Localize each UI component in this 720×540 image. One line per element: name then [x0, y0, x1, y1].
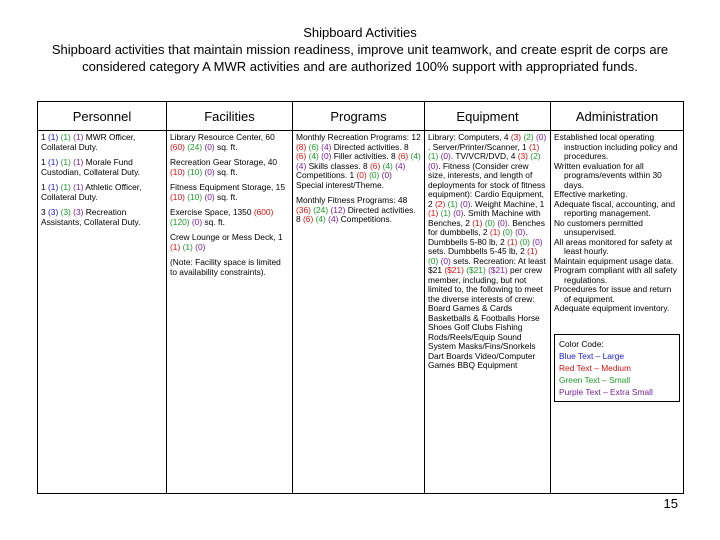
equipment-item-text: (1) — [527, 246, 538, 256]
facilities-item-text: (0) — [204, 191, 215, 202]
equipment-item-text: (0) — [519, 236, 530, 247]
equipment-item-text: (0) — [532, 236, 543, 247]
equipment-item-text: ($21) — [444, 265, 464, 275]
equipment-item-text: . Dumbbells 5-80 lb, 2 — [428, 227, 528, 247]
color-code-blue: Blue Text – Large — [559, 350, 625, 361]
administration-item: Procedures for issue and return of equipment. — [554, 284, 672, 304]
personnel-item-text: (1) — [60, 182, 71, 192]
equipment-item-text: (3) — [510, 132, 522, 142]
facilities-item-text: (1) — [182, 241, 193, 252]
programs-item-text: (4) — [382, 160, 393, 171]
equipment-item-text: (2) — [435, 198, 446, 209]
equipment-item-text: (1) — [489, 227, 501, 237]
facilities-item — [170, 208, 289, 227]
personnel-item-text: Morale Fund Custodian, Collateral Duty. — [41, 157, 140, 177]
color-code-purple: Purple Text – Extra Small — [559, 386, 653, 397]
header-programs: Programs — [293, 102, 425, 131]
personnel-item — [41, 133, 163, 152]
personnel-list — [41, 133, 163, 227]
equipment-item-text: (1) — [447, 198, 458, 209]
facilities-item — [170, 258, 289, 277]
programs-item-text: Competitions. 1 — [296, 170, 357, 180]
programs-item-text: (6) — [308, 141, 319, 152]
programs-item-text: (36) — [296, 204, 311, 215]
facilities-item-text: (0) — [204, 141, 215, 152]
equipment-item-text: (3) — [517, 151, 528, 161]
header-row — [38, 102, 684, 131]
personnel-item-text: 3 — [41, 207, 48, 217]
personnel-item-text: (3) — [73, 207, 84, 217]
administration-item: Established local operating instruction including policy and procedures. — [554, 132, 678, 161]
personnel-item-text: (1) — [73, 182, 84, 192]
programs-item-text: (0) — [369, 170, 380, 180]
programs-cell — [293, 131, 425, 494]
color-code-green: Green Text – Small — [559, 374, 631, 385]
personnel-item-text: (1) — [48, 132, 59, 142]
programs-item-text: (4) — [308, 151, 319, 161]
facilities-cell — [167, 131, 293, 494]
equipment-item-text: (0) — [440, 255, 451, 266]
equipment-item-text: (1) — [507, 236, 518, 247]
programs-item-text: Monthly Fitness Programs: 48 — [296, 195, 408, 205]
programs-item-text: (24) — [313, 204, 329, 215]
personnel-item-text: 1 — [41, 132, 48, 142]
personnel-cell — [38, 131, 167, 494]
personnel-item-text: Recreation Assistants, Collateral Duty. — [41, 207, 141, 227]
personnel-item-text: (3) — [48, 207, 59, 217]
facilities-item-text: Crew Lounge or Mess Deck, 1 — [170, 232, 283, 242]
programs-item-text: (4) — [410, 151, 421, 161]
personnel-item-text: 1 — [41, 182, 48, 192]
equipment-item-text: (2) — [523, 132, 534, 142]
equipment-item-text: sets. Recreation: At least $21 — [428, 255, 546, 275]
facilities-item-text: (1) — [170, 241, 181, 252]
programs-item — [296, 133, 421, 190]
equipment-item-text: (0) — [428, 160, 439, 171]
programs-item-text: (4) — [315, 214, 326, 224]
header-personnel: Personnel — [38, 102, 167, 131]
equipment-cell — [425, 131, 551, 494]
facilities-item-text: (600) — [253, 207, 274, 217]
equipment-item-text: sets. Dumbbells 5-45 lb, 2 — [428, 246, 528, 256]
color-code-legend — [554, 334, 680, 402]
facilities-item — [170, 133, 289, 152]
equipment-item-text: . Fitness (Consider crew size, interests, and length of deployments for stock of fitness equipment): Cardio Equipment, 2 — [428, 160, 546, 209]
personnel-item-text: (1) — [60, 132, 71, 142]
equipment-item-text: (1) — [472, 217, 483, 228]
programs-list — [296, 133, 421, 225]
equipment-item-text: (2) — [530, 151, 541, 161]
facilities-item-text: (24) — [187, 141, 203, 152]
programs-item-text: Directed activities. 8 — [331, 141, 409, 152]
header-administration: Administration — [551, 102, 684, 131]
facilities-item-text: sq. ft. — [202, 216, 225, 227]
personnel-item — [41, 158, 163, 177]
personnel-item — [41, 183, 163, 202]
personnel-item-text: Athletic Officer, Collateral Duty. — [41, 182, 142, 202]
equipment-item-text: (0) — [428, 255, 439, 266]
facilities-item-text: (10) — [187, 191, 203, 202]
equipment-item-text: (0) — [536, 132, 547, 142]
facilities-item-text: sq. ft. — [214, 141, 238, 152]
facilities-item-text: sq. ft. — [214, 166, 238, 177]
programs-item-text: (4) — [321, 141, 332, 152]
administration-item: Maintain equipment usage data. — [554, 255, 674, 266]
equipment-item-text: (0) — [453, 208, 464, 218]
equipment-item-text: (0) — [502, 227, 513, 237]
equipment-item-text: (0) — [484, 217, 496, 228]
administration-item: Effective marketing. — [554, 189, 628, 199]
header-facilities: Facilities — [167, 102, 293, 131]
facilities-item-text: (10) — [170, 191, 185, 202]
equipment-item — [428, 133, 547, 371]
personnel-item-text: 1 — [41, 157, 48, 167]
personnel-item-text: (1) — [60, 157, 71, 167]
programs-item-text: (4) — [296, 160, 307, 171]
administration-list — [554, 133, 680, 314]
personnel-item-text: (1) — [73, 132, 84, 142]
facilities-item-text: (60) — [170, 141, 185, 152]
facilities-item-text: Fitness Equipment Storage, 15 — [170, 182, 285, 192]
equipment-item-text: . Weight Machine, 1 — [470, 198, 545, 209]
administration-item: Written evaluation for all programs/events within 30 days. — [554, 160, 662, 190]
programs-item-text: (0) — [381, 170, 392, 180]
programs-item-text: (4) — [395, 160, 406, 171]
personnel-item-text: (1) — [48, 157, 59, 167]
programs-item-text: (6) — [296, 151, 307, 161]
administration-item: No customers permitted unsupervised. — [554, 217, 643, 237]
slide-description: Shipboard activities that maintain mission readiness, improve unit teamwork, and create esprit de corps are considered category A MWR activities and are authorized 100% support with appropriated funds. — [51, 42, 669, 74]
facilities-item — [170, 183, 289, 202]
equipment-item-text: (1) — [428, 151, 439, 161]
header-equipment: Equipment — [425, 102, 551, 131]
programs-item-text: (8) — [296, 141, 307, 152]
equipment-item-text: (1) — [440, 208, 451, 218]
programs-item-text: (6) — [397, 151, 409, 161]
facilities-item — [170, 233, 289, 252]
programs-item-text: Filler activities. 8 — [331, 151, 398, 161]
facilities-item-text: Exercise Space, 1350 — [170, 207, 254, 217]
programs-item-text: (0) — [321, 151, 332, 161]
equipment-item-text: Library: Computers, 4 — [428, 132, 511, 142]
equipment-item-text: . Benches for dumbbells, 2 — [428, 217, 545, 237]
programs-item — [296, 196, 421, 225]
equipment-item-text: (0) — [497, 217, 508, 228]
activities-table — [37, 101, 684, 494]
content-row — [38, 131, 684, 494]
slide-title-block — [40, 24, 680, 75]
equipment-item-text: (0) — [460, 198, 471, 209]
equipment-item-text: . Server/Printer/Scanner, 1 — [428, 141, 530, 152]
facilities-item-text: (120) — [170, 216, 190, 227]
equipment-item-text: (1) — [428, 208, 439, 218]
equipment-item-text: ($21) — [466, 265, 486, 275]
administration-cell — [551, 131, 684, 494]
color-code-red: Red Text – Medium — [559, 362, 631, 373]
equipment-item-text: . Smith Machine with Benches, 2 — [428, 208, 541, 228]
personnel-item-text: (1) — [73, 157, 84, 167]
programs-item-text: Special interest/Theme. — [296, 179, 384, 190]
programs-item-text: (0) — [356, 170, 367, 180]
equipment-item-text: per crew member, including, but not limited to, the following to meet the diverse interests of crew: Board Games & Cards Basketballs & Footballs Horse Shoes Golf Clubs Fishing Rods/Reels/Equip Sound System Masks/Fins/Snorkels Dart Boards Video/Computer Games BBQ Equipment — [428, 265, 543, 370]
programs-item-text: Competitions. — [338, 214, 392, 224]
personnel-item-text: (1) — [48, 182, 59, 192]
administration-item: All areas monitored for safety at least hourly. — [554, 236, 673, 256]
facilities-item — [170, 158, 289, 177]
programs-item-text: (6) — [303, 214, 314, 224]
equipment-list — [428, 133, 547, 371]
facilities-list — [170, 133, 289, 277]
facilities-item-text: (0) — [204, 166, 215, 177]
equipment-item-text: (0) — [515, 227, 526, 237]
administration-item: Adequate fiscal, accounting, and reporting management. — [554, 198, 676, 218]
equipment-item-text: (1) — [529, 141, 540, 152]
equipment-item-text: (0) — [440, 151, 451, 161]
facilities-item-text: (Note: Facility space is limited to availability constraints). — [170, 257, 281, 277]
equipment-item-text: . TV/VCR/DVD, 4 — [450, 151, 518, 161]
programs-item-text: Skills classes. 8 — [306, 160, 371, 171]
facilities-item-text: Library Resource Center, 60 — [170, 132, 275, 142]
slide-title: Shipboard Activities — [303, 25, 417, 40]
administration-item: Adequate equipment inventory. — [554, 303, 670, 313]
programs-item-text: (6) — [370, 160, 381, 171]
programs-item-text: Directed activities. 8 — [296, 204, 416, 224]
facilities-item-text: (0) — [191, 216, 203, 227]
personnel-item — [41, 208, 163, 227]
color-code-title: Color Code: — [559, 338, 604, 349]
administration-item: Program compliant with all safety regulations. — [554, 265, 677, 285]
personnel-item-text: (3) — [60, 207, 71, 217]
facilities-item-text: sq. ft. — [214, 191, 238, 202]
facilities-item-text: (0) — [195, 241, 206, 252]
personnel-item-text: MWR Officer, Collateral Duty. — [41, 132, 136, 152]
facilities-item-text: Recreation Gear Storage, 40 — [170, 157, 278, 167]
programs-item-text: (12) — [330, 204, 346, 215]
facilities-item-text: (10) — [187, 166, 203, 177]
facilities-item-text: (10) — [170, 166, 185, 177]
programs-item-text: (4) — [328, 214, 339, 224]
equipment-item-text: ($21) — [488, 265, 508, 275]
programs-item-text: Monthly Recreation Programs: 12 — [296, 132, 421, 142]
page-number: 15 — [663, 496, 678, 511]
